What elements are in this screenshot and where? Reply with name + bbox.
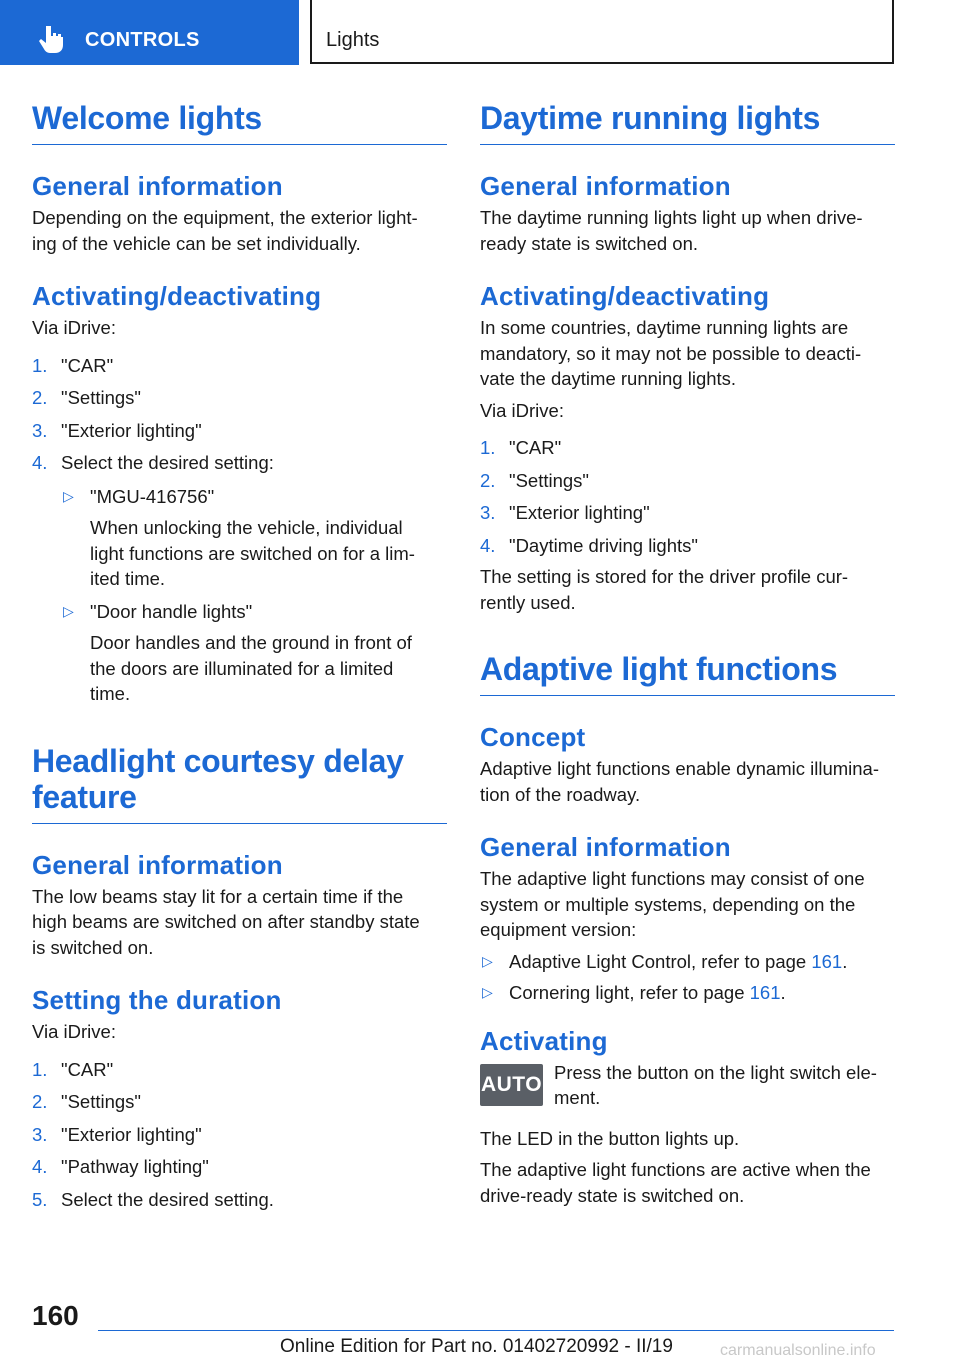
- edition-text: Online Edition for Part no. 01402720992 - II/19: [280, 1336, 673, 1357]
- list-item: ▷ Cornering light, refer to page 161.: [480, 980, 895, 1006]
- list-item: 1. "CAR": [32, 1058, 114, 1080]
- page-number: 160: [32, 1300, 79, 1331]
- paragraph: vate the daytime running lights.: [480, 368, 737, 389]
- footer-divider: [98, 1330, 894, 1331]
- courtesy-delay-title: Headlight courtesy delay feature: [32, 743, 447, 824]
- paragraph: system or multiple systems, depending on the: [480, 893, 856, 915]
- watermark: carmanualsonline.info: [720, 1342, 876, 1359]
- paragraph: drive-ready state is switched on.: [480, 1184, 745, 1206]
- list-item: ▷ Adaptive Light Control, refer to page 161.: [480, 949, 895, 975]
- general-info-heading: General information: [480, 832, 731, 862]
- steps-list: [480, 435, 895, 558]
- via-idrive-text: Via iDrive:: [32, 317, 116, 338]
- concept-heading: Concept: [480, 722, 586, 752]
- list-item: 3. "Exterior lighting": [32, 419, 202, 441]
- triangle-bullet-icon: ▷: [482, 984, 493, 1000]
- paragraph: is switched on.: [32, 936, 154, 958]
- welcome-lights-title: Welcome lights: [32, 100, 447, 145]
- adaptive-light-title: Adaptive light functions: [480, 651, 895, 696]
- paragraph: Adaptive light functions enable dynamic illumina‐: [480, 758, 879, 779]
- list-item: ▷ "MGU-416756" When unlocking the vehicle, individual light functions are switched on for a lim‐ ited time.: [63, 485, 415, 589]
- steps-list: [32, 1057, 447, 1213]
- options-list: [61, 484, 447, 707]
- via-idrive-text: Via iDrive:: [480, 399, 564, 421]
- paragraph: ready state is switched on.: [480, 232, 698, 254]
- right-column: [480, 100, 895, 1208]
- chapter-label: Lights: [326, 29, 380, 51]
- general-info-heading: General information: [480, 171, 731, 201]
- auto-button-row: [480, 1060, 895, 1116]
- system-list: [480, 949, 895, 1006]
- general-info-heading: General information: [32, 171, 283, 201]
- daytime-running-lights-title: Daytime running lights: [480, 100, 895, 145]
- page-link[interactable]: 161: [749, 982, 781, 1003]
- paragraph: ing of the vehicle can be set individually.: [32, 232, 361, 254]
- activating-heading: Activating/deactivating: [32, 281, 322, 311]
- via-idrive-text: Via iDrive:: [32, 1021, 116, 1042]
- steps-list: [32, 353, 447, 476]
- paragraph: ment.: [554, 1087, 601, 1108]
- paragraph: Depending on the equipment, the exterior light‐: [32, 207, 418, 228]
- list-item: 3. "Exterior lighting": [480, 502, 650, 523]
- triangle-bullet-icon: ▷: [482, 952, 493, 969]
- paragraph: equipment version:: [480, 919, 637, 940]
- paragraph: The daytime running lights light up when drive‐: [480, 207, 863, 228]
- paragraph: The adaptive light functions may consist of one: [480, 868, 865, 889]
- paragraph: high beams are switched on after standby state: [32, 911, 420, 932]
- list-item: 4. "Pathway lighting": [32, 1156, 209, 1177]
- page-link[interactable]: 161: [811, 950, 843, 972]
- paragraph: In some countries, daytime running lights are: [480, 317, 849, 338]
- list-item: 4. "Daytime driving lights": [480, 534, 698, 556]
- list-item: 2. "Settings": [32, 1091, 141, 1112]
- paragraph: mandatory, so it may not be possible to deacti‐: [480, 342, 862, 364]
- chapter-header: [310, 0, 894, 64]
- list-item: 2. "Settings": [480, 469, 589, 491]
- activating-heading: Activating/deactivating: [480, 281, 770, 311]
- paragraph: Press the button on the light switch ele‐: [554, 1061, 877, 1083]
- list-item: 3. "Exterior lighting": [32, 1123, 202, 1145]
- list-item: ▷ "Door handle lights" Door handles and the ground in front of the doors are illuminated for a limited time.: [63, 600, 412, 704]
- paragraph: The low beams stay lit for a certain time if the: [32, 885, 404, 907]
- paragraph: rently used.: [480, 591, 576, 613]
- activating-heading: Activating: [480, 1025, 608, 1056]
- left-column: [32, 100, 447, 1212]
- list-item: 4. Select the desired setting:: [32, 452, 274, 473]
- setting-duration-heading: Setting the duration: [32, 985, 282, 1015]
- list-item: 1. "CAR": [480, 437, 562, 458]
- paragraph: The setting is stored for the driver profile cur‐: [480, 566, 849, 587]
- list-item: 5. Select the desired setting.: [32, 1188, 274, 1210]
- list-item: 1. "CAR": [32, 354, 114, 376]
- paragraph: The adaptive light functions are active when the: [480, 1159, 871, 1180]
- triangle-bullet-icon: ▷: [63, 602, 74, 619]
- general-info-heading: General information: [32, 849, 283, 880]
- section-label: CONTROLS: [85, 29, 200, 51]
- list-item: 2. "Settings": [32, 387, 141, 408]
- auto-button-icon: AUTO: [480, 1064, 543, 1106]
- pointing-hand-icon: [38, 24, 66, 54]
- triangle-bullet-icon: ▷: [63, 487, 74, 504]
- paragraph: The LED in the button lights up.: [480, 1127, 740, 1149]
- paragraph: tion of the roadway.: [480, 783, 641, 805]
- section-tab[interactable]: [0, 0, 299, 65]
